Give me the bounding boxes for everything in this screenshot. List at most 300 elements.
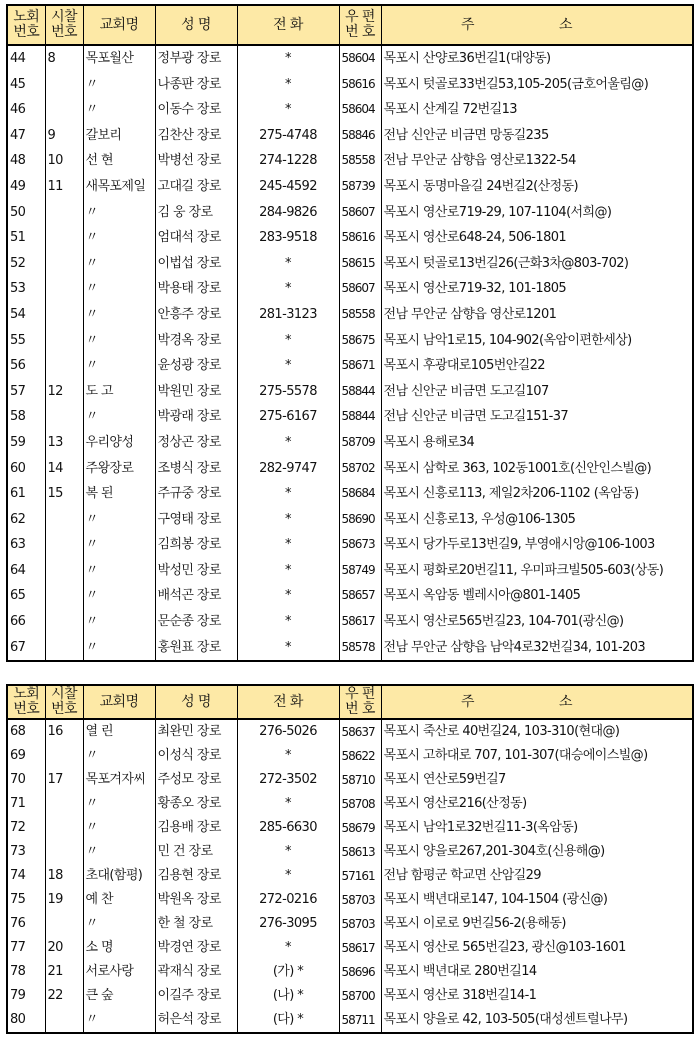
table-row: [7, 583, 693, 609]
cell-name: 구영태 장로: [155, 507, 237, 533]
cell-church: 복 된: [83, 481, 155, 507]
cell-zip: 58637: [339, 719, 381, 744]
cell-zip: 58696: [339, 960, 381, 984]
cell-church: 〃: [83, 532, 155, 558]
cell-phone: 276-3095: [237, 912, 339, 936]
cell-name: 엄대석 장로: [155, 225, 237, 251]
table-row: [7, 719, 693, 744]
table-row: [7, 960, 693, 984]
cell-no: 65: [7, 583, 45, 609]
cell-circuit: [45, 532, 83, 558]
cell-church: 〃: [83, 200, 155, 226]
cell-zip: 58702: [339, 456, 381, 482]
cell-phone: 275-5578: [237, 379, 339, 405]
roster-table-1: [6, 4, 694, 662]
cell-no: 51: [7, 225, 45, 251]
cell-address: 전남 무안군 삼향읍 남악4로32번길34, 101-203: [381, 635, 693, 662]
cell-phone: *: [237, 792, 339, 816]
table-row: [7, 558, 693, 584]
cell-no: 55: [7, 328, 45, 354]
cell-church: 초대(함평): [83, 864, 155, 888]
cell-circuit: [45, 97, 83, 123]
cell-phone: *: [237, 72, 339, 98]
header-phone: 전 화: [237, 685, 339, 719]
table-body: [7, 719, 693, 1033]
cell-name: 김희봉 장로: [155, 532, 237, 558]
cell-circuit: [45, 328, 83, 354]
cell-circuit: 10: [45, 148, 83, 174]
cell-zip: 58846: [339, 123, 381, 149]
cell-church: 〃: [83, 328, 155, 354]
cell-address: 목포시 옥암동 벨레시아@801-1405: [381, 583, 693, 609]
cell-church: 〃: [83, 97, 155, 123]
cell-no: 44: [7, 45, 45, 72]
cell-name: 박성민 장로: [155, 558, 237, 584]
cell-zip: 58679: [339, 816, 381, 840]
header-circuit: 시찰 번호: [45, 685, 83, 719]
cell-phone: 282-9747: [237, 456, 339, 482]
table-row: [7, 379, 693, 405]
cell-zip: 58703: [339, 912, 381, 936]
cell-name: 주성모 장로: [155, 768, 237, 792]
cell-phone: 276-5026: [237, 719, 339, 744]
cell-name: 정부광 장로: [155, 45, 237, 72]
cell-church: 〃: [83, 792, 155, 816]
cell-name: 허은석 장로: [155, 1008, 237, 1033]
cell-name: 박병선 장로: [155, 148, 237, 174]
table-row: [7, 532, 693, 558]
table-row: [7, 888, 693, 912]
cell-phone: (가) *: [237, 960, 339, 984]
cell-address: 목포시 삼학로 363, 102동1001호(신안인스빌@): [381, 456, 693, 482]
cell-name: 이동수 장로: [155, 97, 237, 123]
table-row: [7, 404, 693, 430]
cell-address: 목포시 산계길 72번길13: [381, 97, 693, 123]
cell-church: 예 찬: [83, 888, 155, 912]
cell-no: 60: [7, 456, 45, 482]
table-row: [7, 768, 693, 792]
cell-name: 나종판 장로: [155, 72, 237, 98]
cell-circuit: 12: [45, 379, 83, 405]
cell-address: 목포시 고하대로 707, 101-307(대승에이스빌@): [381, 744, 693, 768]
header-zip: 우 편 번 호: [339, 685, 381, 719]
cell-address: 목포시 영산로216(산정동): [381, 792, 693, 816]
cell-zip: 58709: [339, 430, 381, 456]
cell-address: 목포시 텃골로13번길26(근화3차@803-702): [381, 251, 693, 277]
table-row: [7, 302, 693, 328]
cell-circuit: [45, 609, 83, 635]
cell-address: 목포시 양을로267,201-304호(신용해@): [381, 840, 693, 864]
cell-address: 목포시 연산로59번길7: [381, 768, 693, 792]
cell-circuit: 16: [45, 719, 83, 744]
cell-circuit: [45, 302, 83, 328]
table-row: [7, 456, 693, 482]
cell-no: 57: [7, 379, 45, 405]
cell-church: 〃: [83, 72, 155, 98]
table-row: [7, 864, 693, 888]
cell-phone: *: [237, 635, 339, 662]
cell-circuit: [45, 507, 83, 533]
cell-zip: 58739: [339, 174, 381, 200]
cell-phone: 285-6630: [237, 816, 339, 840]
cell-no: 80: [7, 1008, 45, 1033]
cell-no: 67: [7, 635, 45, 662]
cell-name: 문순종 장로: [155, 609, 237, 635]
cell-address: 전남 신안군 비금면 망동길235: [381, 123, 693, 149]
cell-phone: *: [237, 276, 339, 302]
cell-church: 〃: [83, 583, 155, 609]
cell-phone: *: [237, 430, 339, 456]
table-row: [7, 792, 693, 816]
cell-church: 〃: [83, 840, 155, 864]
cell-no: 66: [7, 609, 45, 635]
cell-address: 목포시 양을로 42, 103-505(대성센트럴나무): [381, 1008, 693, 1033]
cell-circuit: 18: [45, 864, 83, 888]
header-row: [7, 5, 693, 45]
cell-no: 45: [7, 72, 45, 98]
cell-circuit: [45, 840, 83, 864]
cell-phone: *: [237, 353, 339, 379]
cell-phone: *: [237, 251, 339, 277]
cell-address: 전남 무안군 삼향읍 영산로1201: [381, 302, 693, 328]
cell-church: 우리양성: [83, 430, 155, 456]
cell-circuit: 19: [45, 888, 83, 912]
cell-circuit: [45, 558, 83, 584]
cell-name: 윤성광 장로: [155, 353, 237, 379]
cell-address: 목포시 당가두로13번길9, 부영애시앙@106-1003: [381, 532, 693, 558]
cell-church: 〃: [83, 635, 155, 662]
cell-church: 〃: [83, 816, 155, 840]
cell-address: 목포시 백년대로 280번길14: [381, 960, 693, 984]
cell-name: 안흥주 장로: [155, 302, 237, 328]
cell-name: 황종오 장로: [155, 792, 237, 816]
cell-zip: 58558: [339, 302, 381, 328]
cell-circuit: 17: [45, 768, 83, 792]
cell-address: 목포시 남악1로15, 104-902(옥암이편한세상): [381, 328, 693, 354]
cell-address: 목포시 평화로20번길11, 우미파크빌505-603(상동): [381, 558, 693, 584]
cell-church: 〃: [83, 507, 155, 533]
cell-church: 〃: [83, 276, 155, 302]
cell-address: 목포시 죽산로 40번길24, 103-310(현대@): [381, 719, 693, 744]
header-address: 주 소: [381, 685, 693, 719]
cell-zip: 58671: [339, 353, 381, 379]
cell-name: 박원민 장로: [155, 379, 237, 405]
cell-circuit: [45, 276, 83, 302]
table-row: [7, 936, 693, 960]
cell-church: 목포월산: [83, 45, 155, 72]
cell-church: 〃: [83, 225, 155, 251]
header-no: 노회 번호: [7, 685, 45, 719]
cell-zip: 58617: [339, 936, 381, 960]
cell-zip: 58616: [339, 72, 381, 98]
cell-address: 전남 함평군 학교면 산암길29: [381, 864, 693, 888]
cell-phone: 245-4592: [237, 174, 339, 200]
cell-phone: *: [237, 481, 339, 507]
cell-address: 목포시 이로로 9번길56-2(용해동): [381, 912, 693, 936]
cell-address: 목포시 후광대로105번안길22: [381, 353, 693, 379]
cell-address: 목포시 용해로34: [381, 430, 693, 456]
header-phone: 전 화: [237, 5, 339, 45]
cell-no: 64: [7, 558, 45, 584]
cell-no: 61: [7, 481, 45, 507]
cell-no: 63: [7, 532, 45, 558]
cell-no: 72: [7, 816, 45, 840]
cell-zip: 58700: [339, 984, 381, 1008]
cell-phone: *: [237, 840, 339, 864]
cell-church: 갈보리: [83, 123, 155, 149]
cell-zip: 58749: [339, 558, 381, 584]
cell-no: 73: [7, 840, 45, 864]
cell-address: 목포시 영산로 565번길23, 광신@103-1601: [381, 936, 693, 960]
cell-address: 목포시 영산로565번길23, 104-701(광신@): [381, 609, 693, 635]
cell-circuit: [45, 792, 83, 816]
cell-address: 목포시 영산로648-24, 506-1801: [381, 225, 693, 251]
cell-phone: *: [237, 558, 339, 584]
cell-church: 〃: [83, 744, 155, 768]
cell-name: 이성식 장로: [155, 744, 237, 768]
cell-church: 〃: [83, 302, 155, 328]
cell-circuit: 9: [45, 123, 83, 149]
cell-name: 조병식 장로: [155, 456, 237, 482]
cell-circuit: 21: [45, 960, 83, 984]
cell-zip: 58604: [339, 97, 381, 123]
table-row: [7, 148, 693, 174]
table-row: [7, 72, 693, 98]
cell-church: 〃: [83, 609, 155, 635]
cell-address: 목포시 영산로719-29, 107-1104(서희@): [381, 200, 693, 226]
cell-phone: *: [237, 864, 339, 888]
table-row: [7, 481, 693, 507]
cell-church: 주왕장로: [83, 456, 155, 482]
header-church: 교회명: [83, 685, 155, 719]
cell-circuit: [45, 404, 83, 430]
cell-no: 48: [7, 148, 45, 174]
cell-name: 최완민 장로: [155, 719, 237, 744]
cell-zip: 58558: [339, 148, 381, 174]
cell-name: 이법섭 장로: [155, 251, 237, 277]
header-zip: 우 편 번 호: [339, 5, 381, 45]
cell-zip: 58673: [339, 532, 381, 558]
cell-church: 새목포제일: [83, 174, 155, 200]
cell-phone: *: [237, 507, 339, 533]
cell-name: 곽재식 장로: [155, 960, 237, 984]
cell-no: 54: [7, 302, 45, 328]
cell-circuit: [45, 635, 83, 662]
cell-zip: 58617: [339, 609, 381, 635]
cell-phone: (다) *: [237, 1008, 339, 1033]
cell-church: 〃: [83, 1008, 155, 1033]
cell-address: 목포시 영산로 318번길14-1: [381, 984, 693, 1008]
cell-name: 박광래 장로: [155, 404, 237, 430]
cell-phone: 284-9826: [237, 200, 339, 226]
cell-church: 소 명: [83, 936, 155, 960]
cell-no: 49: [7, 174, 45, 200]
cell-address: 목포시 영산로719-32, 101-1805: [381, 276, 693, 302]
cell-name: 김 웅 장로: [155, 200, 237, 226]
table-row: [7, 200, 693, 226]
table-row: [7, 635, 693, 662]
cell-no: 46: [7, 97, 45, 123]
table-row: [7, 912, 693, 936]
cell-zip: 58675: [339, 328, 381, 354]
table-row: [7, 225, 693, 251]
cell-circuit: [45, 200, 83, 226]
cell-church: 큰 숲: [83, 984, 155, 1008]
cell-no: 79: [7, 984, 45, 1008]
cell-name: 민 건 장로: [155, 840, 237, 864]
cell-phone: *: [237, 744, 339, 768]
header-name: 성 명: [155, 5, 237, 45]
cell-phone: 275-6167: [237, 404, 339, 430]
cell-church: 도 고: [83, 379, 155, 405]
cell-circuit: 20: [45, 936, 83, 960]
cell-zip: 58684: [339, 481, 381, 507]
cell-zip: 58703: [339, 888, 381, 912]
cell-name: 고대길 장로: [155, 174, 237, 200]
table-row: [7, 984, 693, 1008]
cell-phone: *: [237, 936, 339, 960]
cell-zip: 58578: [339, 635, 381, 662]
cell-no: 62: [7, 507, 45, 533]
cell-phone: 283-9518: [237, 225, 339, 251]
cell-no: 47: [7, 123, 45, 149]
cell-phone: *: [237, 97, 339, 123]
cell-church: 서로사랑: [83, 960, 155, 984]
cell-zip: 58690: [339, 507, 381, 533]
cell-phone: (나) *: [237, 984, 339, 1008]
cell-name: 정상곤 장로: [155, 430, 237, 456]
cell-zip: 58607: [339, 200, 381, 226]
cell-address: 목포시 백년대로147, 104-1504 (광신@): [381, 888, 693, 912]
cell-name: 박용태 장로: [155, 276, 237, 302]
cell-circuit: 8: [45, 45, 83, 72]
cell-name: 박원옥 장로: [155, 888, 237, 912]
cell-address: 목포시 신흥로113, 제일2차206-1102 (옥암동): [381, 481, 693, 507]
cell-circuit: [45, 225, 83, 251]
cell-name: 박경연 장로: [155, 936, 237, 960]
roster-table-2: [6, 684, 694, 1034]
cell-no: 71: [7, 792, 45, 816]
header-no: 노회 번호: [7, 5, 45, 45]
table-row: [7, 353, 693, 379]
cell-no: 58: [7, 404, 45, 430]
table-row: [7, 97, 693, 123]
header-row: [7, 685, 693, 719]
cell-zip: 58604: [339, 45, 381, 72]
cell-church: 〃: [83, 404, 155, 430]
cell-no: 56: [7, 353, 45, 379]
cell-circuit: 11: [45, 174, 83, 200]
cell-church: 선 현: [83, 148, 155, 174]
cell-zip: 58711: [339, 1008, 381, 1033]
cell-address: 목포시 산양로36번길1(대양동): [381, 45, 693, 72]
cell-no: 50: [7, 200, 45, 226]
table-row: [7, 328, 693, 354]
cell-circuit: [45, 72, 83, 98]
cell-name: 주규중 장로: [155, 481, 237, 507]
cell-circuit: [45, 816, 83, 840]
cell-phone: *: [237, 532, 339, 558]
cell-circuit: [45, 251, 83, 277]
table-row: [7, 816, 693, 840]
cell-circuit: [45, 1008, 83, 1033]
cell-name: 한 철 장로: [155, 912, 237, 936]
cell-no: 77: [7, 936, 45, 960]
cell-no: 69: [7, 744, 45, 768]
cell-phone: 272-0216: [237, 888, 339, 912]
cell-phone: 272-3502: [237, 768, 339, 792]
cell-phone: *: [237, 328, 339, 354]
cell-name: 홍원표 장로: [155, 635, 237, 662]
cell-circuit: [45, 583, 83, 609]
cell-phone: *: [237, 583, 339, 609]
cell-zip: 58657: [339, 583, 381, 609]
cell-phone: 275-4748: [237, 123, 339, 149]
header-church: 교회명: [83, 5, 155, 45]
cell-phone: *: [237, 609, 339, 635]
cell-no: 75: [7, 888, 45, 912]
cell-name: 김용현 장로: [155, 864, 237, 888]
cell-circuit: 15: [45, 481, 83, 507]
table-row: [7, 276, 693, 302]
cell-zip: 57161: [339, 864, 381, 888]
cell-no: 53: [7, 276, 45, 302]
cell-name: 박경옥 장로: [155, 328, 237, 354]
cell-church: 〃: [83, 251, 155, 277]
table-row: [7, 430, 693, 456]
cell-church: 〃: [83, 912, 155, 936]
cell-address: 목포시 남악1로32번길11-3(옥암동): [381, 816, 693, 840]
cell-address: 전남 무안군 삼향읍 영산로1322-54: [381, 148, 693, 174]
cell-circuit: [45, 353, 83, 379]
cell-church: 〃: [83, 353, 155, 379]
cell-name: 김용배 장로: [155, 816, 237, 840]
cell-no: 76: [7, 912, 45, 936]
table-row: [7, 744, 693, 768]
cell-circuit: [45, 744, 83, 768]
cell-name: 이길주 장로: [155, 984, 237, 1008]
table-row: [7, 251, 693, 277]
cell-phone: 274-1228: [237, 148, 339, 174]
table-row: [7, 507, 693, 533]
cell-church: 열 린: [83, 719, 155, 744]
cell-zip: 58613: [339, 840, 381, 864]
cell-address: 목포시 텃골로33번길53,105-205(금호어울림@): [381, 72, 693, 98]
header-circuit: 시찰 번호: [45, 5, 83, 45]
cell-name: 김찬산 장로: [155, 123, 237, 149]
cell-circuit: 14: [45, 456, 83, 482]
cell-zip: 58708: [339, 792, 381, 816]
cell-address: 전남 신안군 비금면 도고길151-37: [381, 404, 693, 430]
cell-phone: 281-3123: [237, 302, 339, 328]
cell-name: 배석곤 장로: [155, 583, 237, 609]
cell-address: 전남 신안군 비금면 도고길107: [381, 379, 693, 405]
cell-no: 70: [7, 768, 45, 792]
cell-no: 52: [7, 251, 45, 277]
cell-church: 목포겨자씨: [83, 768, 155, 792]
table-row: [7, 45, 693, 72]
cell-no: 68: [7, 719, 45, 744]
header-name: 성 명: [155, 685, 237, 719]
cell-zip: 58622: [339, 744, 381, 768]
table-row: [7, 840, 693, 864]
cell-address: 목포시 신흥로13, 우성@106-1305: [381, 507, 693, 533]
table-row: [7, 609, 693, 635]
table-row: [7, 123, 693, 149]
cell-circuit: 13: [45, 430, 83, 456]
cell-zip: 58616: [339, 225, 381, 251]
cell-no: 59: [7, 430, 45, 456]
